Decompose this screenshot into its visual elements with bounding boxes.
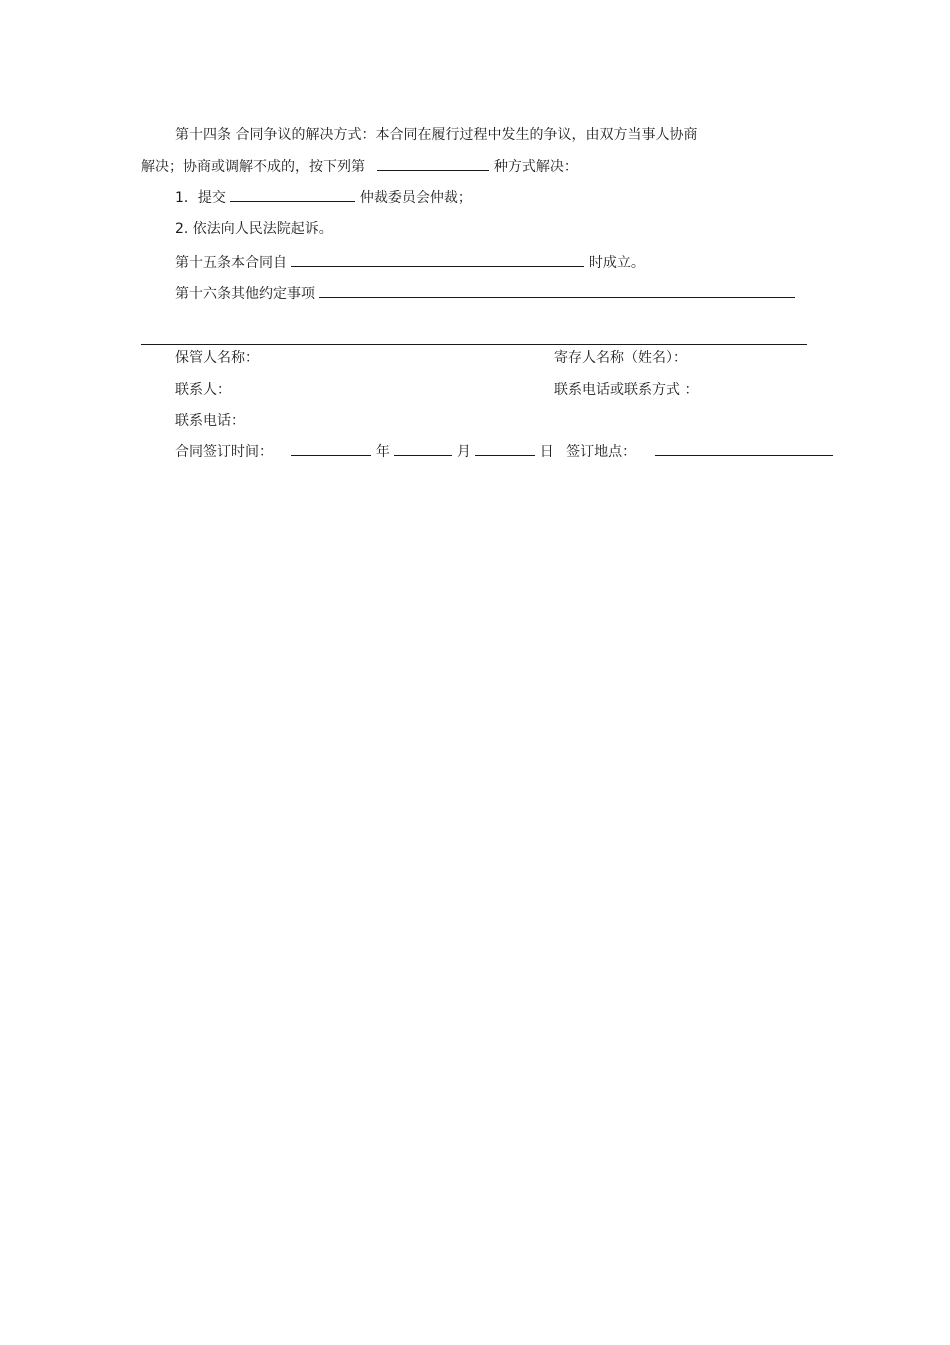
year-blank[interactable]	[291, 442, 371, 456]
option-2: 2. 依法向人民法院起诉。	[175, 221, 333, 237]
article-14-line-2	[141, 157, 578, 175]
signing-time-row	[175, 442, 833, 460]
depositor-name-label: 寄存人名称（姓名）：	[554, 350, 687, 366]
other-matters-blank[interactable]	[319, 284, 795, 298]
contact-phone-or-method-label: 联系电话或联系方式 ：	[554, 382, 699, 398]
article-14-line-1: 第十四条 合同争议的解决方式：本合同在履行过程中发生的争议，由双方当事人协商	[175, 127, 698, 143]
signing-time-label: 合同签订时间：	[175, 444, 273, 460]
article-14-line-2-text-b: 种方式解决：	[493, 159, 578, 175]
article-14-line-2-text-a: 解决；协商或调解不成的，按下列第	[141, 159, 365, 175]
option-1	[175, 188, 472, 206]
effective-condition-blank[interactable]	[291, 253, 584, 267]
signing-place-blank[interactable]	[655, 442, 833, 456]
article-16	[175, 284, 795, 302]
method-number-blank[interactable]	[377, 157, 489, 171]
article-15-prefix: 第十五条本合同自	[175, 255, 287, 271]
article-16-prefix: 第十六条其他约定事项	[175, 286, 315, 302]
day-blank[interactable]	[475, 442, 535, 456]
custodian-name-label: 保管人名称：	[175, 350, 259, 366]
month-blank[interactable]	[394, 442, 452, 456]
other-matters-continuation-line[interactable]	[141, 344, 807, 345]
option-1-prefix: 1．提交	[175, 190, 226, 206]
option-1-suffix: 仲裁委员会仲裁；	[359, 190, 472, 206]
month-label: 月	[456, 444, 471, 460]
article-15	[175, 253, 645, 271]
article-15-suffix: 时成立。	[588, 255, 645, 271]
signing-place-label: 签订地点：	[566, 444, 637, 460]
arbitration-committee-blank[interactable]	[230, 188, 355, 202]
year-label: 年	[375, 444, 390, 460]
contact-person-label: 联系人：	[175, 382, 231, 398]
contact-phone-label: 联系电话：	[175, 413, 245, 429]
day-label: 日	[539, 444, 554, 460]
